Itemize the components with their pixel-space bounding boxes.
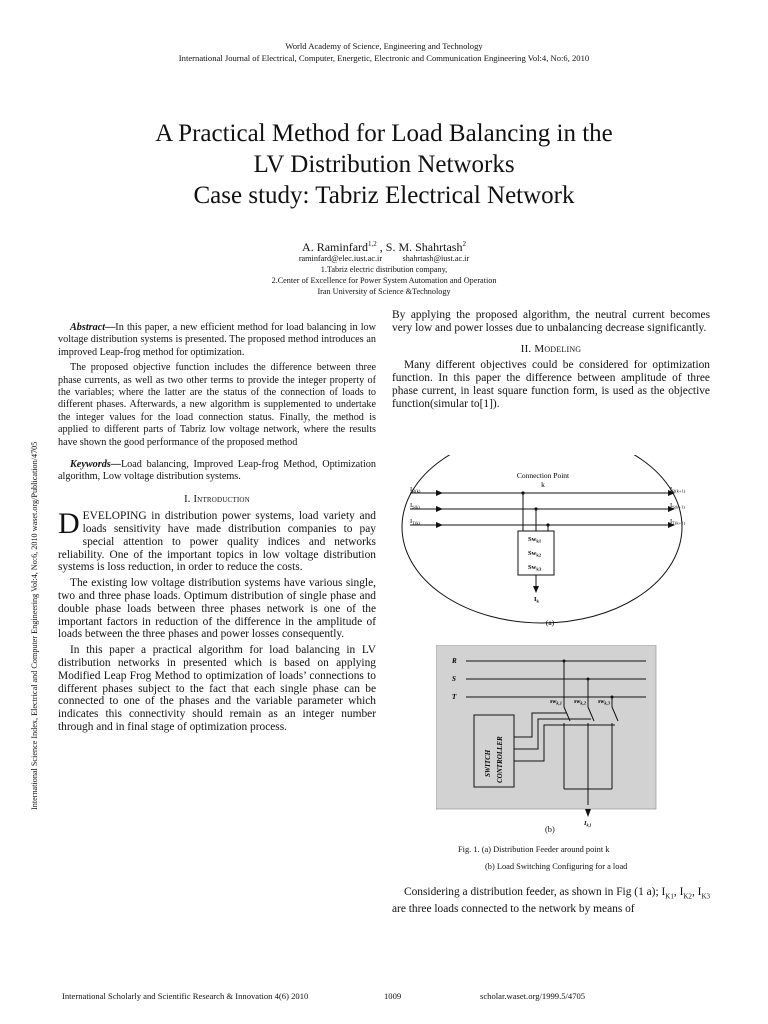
keywords-text: Load balancing, Improved Leap-frog Method, Optimization algorithm, Low voltage distribution systems. — [58, 459, 376, 483]
node-b-r — [563, 660, 566, 663]
output-current-s: $I_{S(k+1)}$ — [670, 502, 685, 510]
right-paragraph-2: Many different objectives could be considered for optimization function. In this paper the difference between amplitude of three phase current, in least square function form, is used as the objective function(simular to[1]). — [392, 359, 710, 410]
title-line-2: LV Distribution Networks — [253, 151, 515, 178]
journal-name: World Academy of Science, Engineering and Technology — [285, 41, 483, 51]
affiliation-1: 1.Tabriz electric distribution company, — [320, 265, 448, 274]
arrow-r-in — [436, 490, 443, 496]
author-1: A. Raminfard — [302, 240, 369, 254]
node-s — [534, 507, 537, 510]
output-current-t: $I_{T(k+1)}$ — [670, 518, 685, 526]
arrow-s-in — [436, 506, 443, 512]
section-2-number: II. — [520, 342, 532, 355]
section-heading-introduction — [58, 494, 376, 506]
switch-b-label-1: $sw_{k,1}$ — [550, 699, 562, 706]
right-paragraph-3-text: Considering a distribution feeder, as shown in Fig (1 a); $I_{K1}$, $I_{K2}$, $I_{K3}$ are three loads connected to the network by means of — [392, 886, 711, 916]
keywords-dash: — — [110, 459, 121, 471]
abstract-text-1: In this paper, a new efficient method for load balancing in low voltage distribution systems is presented. The proposed method introduces an improved Leap-frog method for optimization. — [58, 322, 376, 358]
affiliation-2: 2.Center of Excellence for Power System Automation and Operation — [271, 276, 497, 285]
load-current-label: $I_k$ — [534, 596, 540, 604]
node-r — [521, 491, 524, 494]
controller-label-1: SWITCH — [484, 749, 492, 777]
diagram-background — [436, 645, 656, 809]
abstract-paragraph-1 — [58, 322, 376, 359]
section-1-number: I. — [184, 493, 191, 505]
keywords-paragraph — [58, 459, 376, 484]
figure-caption-line-2: (b) Load Switching Configuring for a load — [485, 862, 628, 871]
node-t — [546, 523, 549, 526]
controller-label-2: CONTROLLER — [496, 736, 504, 783]
author-2-affil: 2 — [462, 240, 466, 248]
affiliation-3: Iran University of Science &Technology — [317, 287, 451, 296]
switch-label-3: $Sw_{k3}$ — [528, 564, 542, 572]
right-column-top — [392, 309, 710, 414]
figure-caption-line-1: Fig. 1. (a) Distribution Feeder around point k — [458, 845, 610, 854]
abstract-paragraph-2: The proposed objective function includes the difference between three phase currents, as well as two other terms to provide the integer property of the variables; where the latter are the status of the connection of loads to different phases. Afterwards, a new algorithm is supplemented to undertake the integer values for the load connection status. Finally, the method is applied to different parts of Tabriz low voltage network, where the results have shown the good performance of the proposed method — [58, 362, 376, 448]
drop-cap: D — [58, 507, 80, 541]
subfigure-b-label: (b) — [545, 825, 555, 834]
connection-point-label: Connection Point — [516, 471, 570, 480]
load-arrow — [533, 586, 539, 593]
section-1-title: Introduction — [193, 493, 250, 505]
switch-label-2: $Sw_{k2}$ — [528, 550, 542, 558]
paper-title — [60, 120, 708, 210]
author-separator: , — [376, 240, 386, 254]
abstract-dash: — — [105, 322, 116, 333]
arrow-t-in — [436, 522, 443, 528]
switch-b-label-2: $sw_{k,2}$ — [574, 699, 586, 706]
sidebar-citation: International Science Index, Electrical and Computer Engineering Vol:4, No:6, 2010 waset.org/Publication/4705 — [30, 441, 39, 810]
node-b-t — [611, 696, 614, 699]
phase-label-r: R — [452, 657, 457, 665]
node-b-s — [587, 678, 590, 681]
author-2: S. M. Shahrtash — [385, 240, 463, 254]
title-line-1: A Practical Method for Load Balancing in the — [155, 120, 613, 147]
switch-label-1: $Sw_{k1}$ — [528, 536, 542, 544]
phase-label-s: S — [452, 675, 456, 683]
output-current-r: $I_{R(k+1)}$ — [670, 486, 686, 494]
switch-controller-box — [474, 715, 514, 787]
intro-paragraph-1-text: EVELOPING in distribution power systems, load variety and loads sensitivity have made distribution companies to pay special attention to power quality indices and networks reliability. One of the important topics in low voltage distribution systems is loss reduction, in order to reduce the costs. — [58, 510, 376, 574]
author-1-affil: 1,2 — [368, 240, 377, 248]
switch-b-label-3: $sw_{k,3}$ — [598, 699, 610, 706]
figure-1a-diagram — [400, 455, 710, 630]
section-2-title: Modeling — [534, 342, 582, 355]
figure-1b-diagram — [436, 645, 660, 835]
right-paragraph-3 — [392, 886, 710, 919]
output-arrow — [585, 809, 591, 817]
input-current-r: $I_{R(k)}$ — [410, 486, 421, 494]
phase-label-t: T — [452, 693, 457, 701]
author-list — [0, 237, 768, 254]
intro-paragraph-1 — [58, 507, 376, 574]
footer-url[interactable]: scholar.waset.org/1999.5/4705 — [480, 991, 586, 1001]
abstract-label: Abstract — [70, 322, 106, 333]
subfigure-a-label: (a) — [545, 618, 555, 627]
keywords-label: Keywords — [70, 459, 111, 471]
title-line-3: Case study: Tabriz Electrical Network — [193, 182, 575, 209]
page-number: 1009 — [384, 991, 402, 1001]
left-column — [58, 322, 376, 737]
footer-publisher: International Scholarly and Scientific Research & Innovation 4(6) 2010 — [62, 991, 309, 1001]
author-emails: raminfard@elec.iust.ac.ir shahrtash@iust.ac.ir — [298, 254, 470, 263]
section-heading-modeling — [392, 343, 710, 356]
journal-subtitle: International Journal of Electrical, Computer, Energetic, Electronic and Communication Engineering Vol:4, No:6, 2010 — [178, 53, 590, 63]
input-current-t: $I_{T(k)}$ — [410, 518, 421, 526]
output-current-label: $I_{k,l}$ — [584, 820, 592, 828]
intro-paragraph-2: The existing low voltage distribution systems have various single, two and three phase loads. Optimum distribution of single phase and double phase loads between three phases network is one of the important factors in reduction of the difference in the amplitude of loads between the three phases and power losses consequently. — [58, 577, 376, 641]
connection-point-k: k — [541, 480, 545, 489]
introduction-body — [58, 507, 376, 734]
intro-paragraph-3: In this paper a practical algorithm for load balancing in LV distribution networks in presented which is based on applying Modified Leap Frog Method to optimization of loads’ connections to different phases subject to the fact that each single phase can be connected to one of the phases and the variable parameter which indicates this connectivity should remain as an integer number through and in final stage of optimization process. — [58, 644, 376, 734]
right-paragraph-1: By applying the proposed algorithm, the neutral current becomes very low and power losses due to unbalancing decrease significantly. — [392, 309, 710, 334]
input-current-s: $I_{S(k)}$ — [410, 502, 420, 510]
